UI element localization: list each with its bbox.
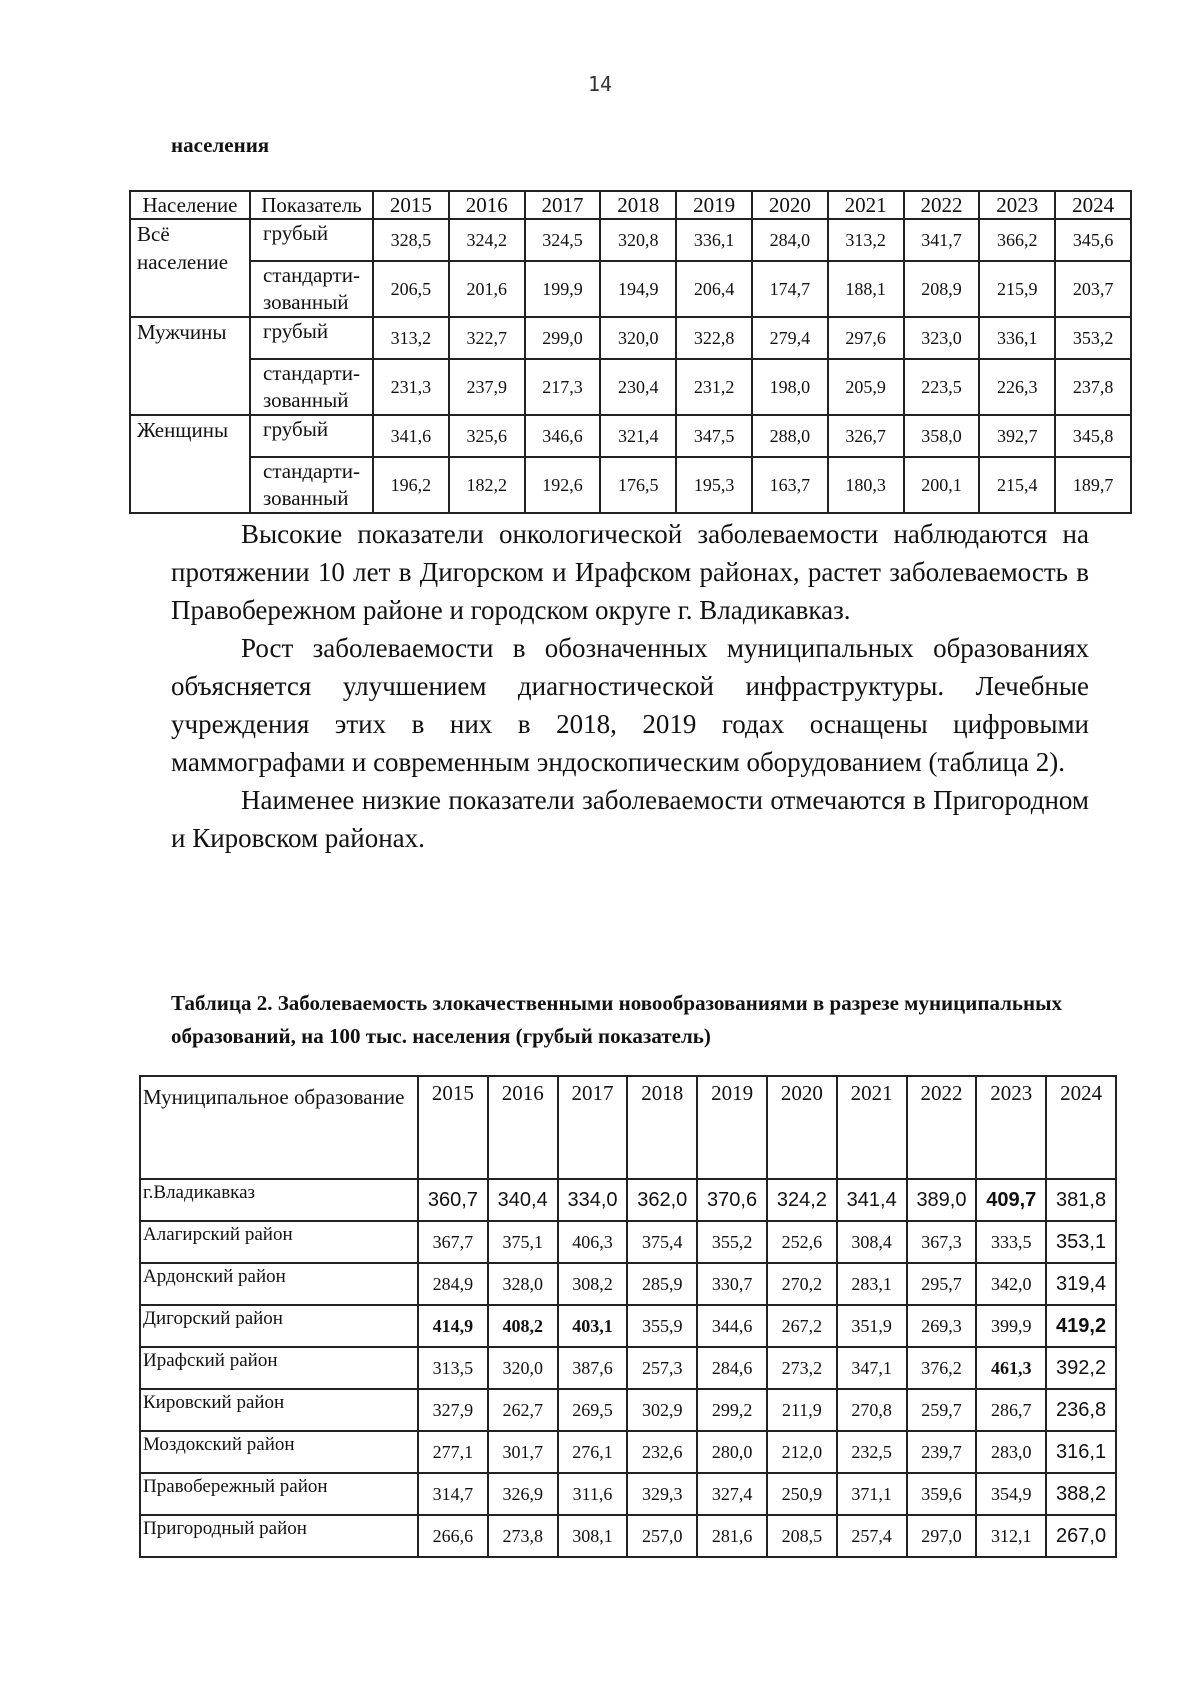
- table1-value-cell: 231,2: [676, 359, 752, 415]
- table1-value-cell: 194,9: [600, 261, 676, 317]
- table1-value-cell: 182,2: [449, 457, 525, 513]
- table2-value-cell: 276,1: [558, 1431, 628, 1473]
- table2-value-cell: 414,9: [418, 1305, 488, 1347]
- table1-group-cell: Всё население: [130, 219, 250, 317]
- table2-value-cell: 408,2: [488, 1305, 558, 1347]
- paragraph-3: Наименее низкие показатели заболеваемости отмечаются в Пригородном и Кировском районах.: [171, 785, 1089, 853]
- table1-value-cell: 176,5: [600, 457, 676, 513]
- table1-indicator-cell: стандарти-зованный: [250, 457, 373, 513]
- table1-header-cell: 2016: [449, 191, 525, 219]
- table2-value-cell: 257,0: [627, 1515, 697, 1557]
- table2-value-cell: 355,2: [697, 1221, 767, 1263]
- table2-row: [140, 1221, 1116, 1263]
- table2-value-cell: 270,2: [767, 1263, 837, 1305]
- table1-header-cell: 2023: [979, 191, 1055, 219]
- table1-value-cell: 320,8: [600, 219, 676, 261]
- table2-municipality-cell: Пригородный район: [140, 1515, 418, 1557]
- table2-caption: Таблица 2. Заболеваемость злокачественными новообразованиями в разрезе муниципальных образований, на 100 тыс. населения (грубый показатель): [171, 991, 1063, 1048]
- table2-row: [140, 1515, 1116, 1557]
- table2-value-cell: 208,5: [767, 1515, 837, 1557]
- table2-value-cell: 286,7: [976, 1389, 1046, 1431]
- table1-value-cell: 206,4: [676, 261, 752, 317]
- table1-value-cell: 279,4: [752, 317, 828, 359]
- table1-population-incidence: [129, 190, 1132, 514]
- table2-municipality-cell: Правобережный район: [140, 1473, 418, 1515]
- table1-indicator-cell: грубый: [250, 415, 373, 457]
- paragraph-1: Высокие показатели онкологической заболеваемости наблюдаются на протяжении 10 лет в Дигорском и Ирафском районах, растет заболеваемость в Правобережном районе и городском округе г. Владикавказ.: [171, 519, 1089, 625]
- table2-value-cell: 285,9: [627, 1263, 697, 1305]
- table2-value-cell: 329,3: [627, 1473, 697, 1515]
- table2-row: [140, 1473, 1116, 1515]
- table1-value-cell: 313,2: [373, 317, 449, 359]
- table2-municipality-cell: Кировский район: [140, 1389, 418, 1431]
- table2-value-cell: 399,9: [976, 1305, 1046, 1347]
- table2-value-cell: 403,1: [558, 1305, 628, 1347]
- table2-value-cell: 313,5: [418, 1347, 488, 1389]
- table1-row: [130, 457, 1131, 513]
- table1-header-cell: 2021: [828, 191, 904, 219]
- table1-value-cell: 215,9: [979, 261, 1055, 317]
- table2-value-cell: 267,0: [1046, 1515, 1116, 1557]
- table1-value-cell: 231,3: [373, 359, 449, 415]
- table2-value-cell: 388,2: [1046, 1473, 1116, 1515]
- table1-row: [130, 219, 1131, 261]
- table2-value-cell: 257,3: [627, 1347, 697, 1389]
- table1-value-cell: 198,0: [752, 359, 828, 415]
- table1-value-cell: 346,6: [525, 415, 601, 457]
- table1-value-cell: 322,8: [676, 317, 752, 359]
- table1-value-cell: 196,2: [373, 457, 449, 513]
- table2-value-cell: 367,7: [418, 1221, 488, 1263]
- table1-value-cell: 324,5: [525, 219, 601, 261]
- table2-value-cell: 389,0: [907, 1179, 977, 1221]
- table1-value-cell: 326,7: [828, 415, 904, 457]
- table2-header-cell: Муниципальное образование: [140, 1076, 418, 1179]
- table1-value-cell: 336,1: [676, 219, 752, 261]
- table2-value-cell: 269,3: [907, 1305, 977, 1347]
- table1-value-cell: 321,4: [600, 415, 676, 457]
- table2-value-cell: 409,7: [976, 1179, 1046, 1221]
- table2-value-cell: 236,8: [1046, 1389, 1116, 1431]
- table1-row: [130, 317, 1131, 359]
- table1-value-cell: 323,0: [904, 317, 980, 359]
- table1-value-cell: 336,1: [979, 317, 1055, 359]
- table1-header-cell: 2018: [600, 191, 676, 219]
- table1-value-cell: 205,9: [828, 359, 904, 415]
- table2-value-cell: 340,4: [488, 1179, 558, 1221]
- table2-value-cell: 273,2: [767, 1347, 837, 1389]
- table2-value-cell: 239,7: [907, 1431, 977, 1473]
- table1-value-cell: 237,9: [449, 359, 525, 415]
- paragraph-2: Рост заболеваемости в обозначенных муниципальных образованиях объясняется улучшением диагностической инфраструктуры. Лечебные учреждения этих в них в 2018, 2019 годах оснащены цифровыми маммографами и современным эндоскопическим оборудованием (таблица 2).: [171, 633, 1089, 777]
- table1-value-cell: 215,4: [979, 457, 1055, 513]
- table2-value-cell: 314,7: [418, 1473, 488, 1515]
- table2-header-row: [140, 1076, 1116, 1179]
- table2-value-cell: 367,3: [907, 1221, 977, 1263]
- table2-header-cell: 2017: [558, 1076, 628, 1179]
- table1-value-cell: 200,1: [904, 457, 980, 513]
- table1-value-cell: 328,5: [373, 219, 449, 261]
- table1-value-cell: 341,6: [373, 415, 449, 457]
- table2-value-cell: 232,6: [627, 1431, 697, 1473]
- table1-value-cell: 320,0: [600, 317, 676, 359]
- table2-value-cell: 344,6: [697, 1305, 767, 1347]
- table2-municipality-cell: Ирафский район: [140, 1347, 418, 1389]
- table2-value-cell: 259,7: [907, 1389, 977, 1431]
- table2-header-cell: 2015: [418, 1076, 488, 1179]
- table2-value-cell: 319,4: [1046, 1263, 1116, 1305]
- table2-value-cell: 381,8: [1046, 1179, 1116, 1221]
- table2-value-cell: 419,2: [1046, 1305, 1116, 1347]
- table2-header-cell: 2024: [1046, 1076, 1116, 1179]
- table2-value-cell: 252,6: [767, 1221, 837, 1263]
- table1-value-cell: 313,2: [828, 219, 904, 261]
- table2-value-cell: 283,1: [837, 1263, 907, 1305]
- table1-value-cell: 195,3: [676, 457, 752, 513]
- table2-value-cell: 375,4: [627, 1221, 697, 1263]
- table1-indicator-cell: стандарти-зованный: [250, 261, 373, 317]
- table2-header-cell: 2018: [627, 1076, 697, 1179]
- table2-municipality-cell: Ардонский район: [140, 1263, 418, 1305]
- table2-value-cell: 299,2: [697, 1389, 767, 1431]
- table1-value-cell: 199,9: [525, 261, 601, 317]
- table2-value-cell: 376,2: [907, 1347, 977, 1389]
- table1-value-cell: 226,3: [979, 359, 1055, 415]
- table2-value-cell: 284,6: [697, 1347, 767, 1389]
- table2-row: [140, 1305, 1116, 1347]
- table1-header-cell: 2015: [373, 191, 449, 219]
- table1-row: [130, 261, 1131, 317]
- table1-value-cell: 284,0: [752, 219, 828, 261]
- table2-value-cell: 297,0: [907, 1515, 977, 1557]
- table2-value-cell: 266,6: [418, 1515, 488, 1557]
- table1-header-cell: 2022: [904, 191, 980, 219]
- table1-value-cell: 192,6: [525, 457, 601, 513]
- table1-value-cell: 392,7: [979, 415, 1055, 457]
- table2-row: [140, 1389, 1116, 1431]
- table1-header-cell: Население: [130, 191, 250, 219]
- table2-value-cell: 250,9: [767, 1473, 837, 1515]
- table2-value-cell: 324,2: [767, 1179, 837, 1221]
- table1-value-cell: 217,3: [525, 359, 601, 415]
- table2-value-cell: 311,6: [558, 1473, 628, 1515]
- table1-heading: населения: [171, 133, 270, 157]
- table2-value-cell: 359,6: [907, 1473, 977, 1515]
- table2-value-cell: 212,0: [767, 1431, 837, 1473]
- table2-value-cell: 267,2: [767, 1305, 837, 1347]
- table2-value-cell: 281,6: [697, 1515, 767, 1557]
- table1-row: [130, 415, 1131, 457]
- table1-indicator-cell: стандарти-зованный: [250, 359, 373, 415]
- table2-value-cell: 375,1: [488, 1221, 558, 1263]
- table1-value-cell: 325,6: [449, 415, 525, 457]
- table1-value-cell: 358,0: [904, 415, 980, 457]
- table1-header-cell: 2024: [1055, 191, 1131, 219]
- table2-value-cell: 351,9: [837, 1305, 907, 1347]
- table2-municipal-incidence: [139, 1075, 1117, 1558]
- table2-municipality-cell: г.Владикавказ: [140, 1179, 418, 1221]
- table2-value-cell: 301,7: [488, 1431, 558, 1473]
- table2-row: [140, 1263, 1116, 1305]
- table1-value-cell: 223,5: [904, 359, 980, 415]
- table2-value-cell: 312,1: [976, 1515, 1046, 1557]
- table2-value-cell: 330,7: [697, 1263, 767, 1305]
- table1-header-cell: 2020: [752, 191, 828, 219]
- table2-value-cell: 328,0: [488, 1263, 558, 1305]
- table2-value-cell: 353,1: [1046, 1221, 1116, 1263]
- table2-header-cell: 2020: [767, 1076, 837, 1179]
- table2-municipality-cell: Моздокский район: [140, 1431, 418, 1473]
- table2-value-cell: 347,1: [837, 1347, 907, 1389]
- table1-value-cell: 347,5: [676, 415, 752, 457]
- table2-value-cell: 302,9: [627, 1389, 697, 1431]
- table1-value-cell: 353,2: [1055, 317, 1131, 359]
- table2-value-cell: 341,4: [837, 1179, 907, 1221]
- table1-value-cell: 174,7: [752, 261, 828, 317]
- table2-value-cell: 211,9: [767, 1389, 837, 1431]
- table2-value-cell: 284,9: [418, 1263, 488, 1305]
- body-text: [171, 515, 1089, 857]
- table2-value-cell: 370,6: [697, 1179, 767, 1221]
- table2-value-cell: 277,1: [418, 1431, 488, 1473]
- table2-value-cell: 257,4: [837, 1515, 907, 1557]
- table1-row: [130, 359, 1131, 415]
- table2-value-cell: 232,5: [837, 1431, 907, 1473]
- table1-header-cell: 2017: [525, 191, 601, 219]
- table1-value-cell: 324,2: [449, 219, 525, 261]
- table2-value-cell: 333,5: [976, 1221, 1046, 1263]
- table1-header-cell: 2019: [676, 191, 752, 219]
- table1-indicator-cell: грубый: [250, 219, 373, 261]
- table2-municipality-cell: Дигорский район: [140, 1305, 418, 1347]
- table2-value-cell: 342,0: [976, 1263, 1046, 1305]
- table1-value-cell: 322,7: [449, 317, 525, 359]
- table2-value-cell: 392,2: [1046, 1347, 1116, 1389]
- table2-row: [140, 1431, 1116, 1473]
- table2-value-cell: 270,8: [837, 1389, 907, 1431]
- table2-value-cell: 316,1: [1046, 1431, 1116, 1473]
- table2-value-cell: 308,4: [837, 1221, 907, 1263]
- table1-group-cell: Мужчины: [130, 317, 250, 415]
- table2-value-cell: 362,0: [627, 1179, 697, 1221]
- table2-value-cell: 354,9: [976, 1473, 1046, 1515]
- table1-header-cell: Показатель: [250, 191, 373, 219]
- table1-value-cell: 237,8: [1055, 359, 1131, 415]
- table1-value-cell: 189,7: [1055, 457, 1131, 513]
- page-number: 14: [587, 72, 613, 96]
- table2-value-cell: 280,0: [697, 1431, 767, 1473]
- table1-value-cell: 288,0: [752, 415, 828, 457]
- table2-value-cell: 273,8: [488, 1515, 558, 1557]
- table2-row: [140, 1347, 1116, 1389]
- table2-value-cell: 371,1: [837, 1473, 907, 1515]
- table1-value-cell: 299,0: [525, 317, 601, 359]
- table1-value-cell: 341,7: [904, 219, 980, 261]
- table2-value-cell: 387,6: [558, 1347, 628, 1389]
- table2-value-cell: 295,7: [907, 1263, 977, 1305]
- table2-value-cell: 283,0: [976, 1431, 1046, 1473]
- table1-value-cell: 345,6: [1055, 219, 1131, 261]
- table2-value-cell: 327,4: [697, 1473, 767, 1515]
- table2-value-cell: 327,9: [418, 1389, 488, 1431]
- table1-value-cell: 203,7: [1055, 261, 1131, 317]
- table2-header-cell: 2021: [837, 1076, 907, 1179]
- table1-value-cell: 180,3: [828, 457, 904, 513]
- table1-value-cell: 366,2: [979, 219, 1055, 261]
- table1-value-cell: 297,6: [828, 317, 904, 359]
- table2-header-cell: 2022: [907, 1076, 977, 1179]
- table1-value-cell: 163,7: [752, 457, 828, 513]
- table2-header-cell: 2023: [976, 1076, 1046, 1179]
- table2-value-cell: 308,2: [558, 1263, 628, 1305]
- table1-value-cell: 208,9: [904, 261, 980, 317]
- table2-row: [140, 1179, 1116, 1221]
- table2-value-cell: 334,0: [558, 1179, 628, 1221]
- table2-header-cell: 2016: [488, 1076, 558, 1179]
- table2-header-cell: 2019: [697, 1076, 767, 1179]
- table1-value-cell: 206,5: [373, 261, 449, 317]
- table2-value-cell: 269,5: [558, 1389, 628, 1431]
- table2-value-cell: 326,9: [488, 1473, 558, 1515]
- table1-value-cell: 201,6: [449, 261, 525, 317]
- table2-value-cell: 461,3: [976, 1347, 1046, 1389]
- table1-value-cell: 188,1: [828, 261, 904, 317]
- table2-value-cell: 308,1: [558, 1515, 628, 1557]
- table2-value-cell: 355,9: [627, 1305, 697, 1347]
- table1-header-row: [130, 191, 1131, 219]
- table2-value-cell: 360,7: [418, 1179, 488, 1221]
- table1-value-cell: 230,4: [600, 359, 676, 415]
- table2-value-cell: 406,3: [558, 1221, 628, 1263]
- table1-value-cell: 345,8: [1055, 415, 1131, 457]
- table1-indicator-cell: грубый: [250, 317, 373, 359]
- table2-municipality-cell: Алагирский район: [140, 1221, 418, 1263]
- table1-group-cell: Женщины: [130, 415, 250, 513]
- table2-value-cell: 262,7: [488, 1389, 558, 1431]
- table2-value-cell: 320,0: [488, 1347, 558, 1389]
